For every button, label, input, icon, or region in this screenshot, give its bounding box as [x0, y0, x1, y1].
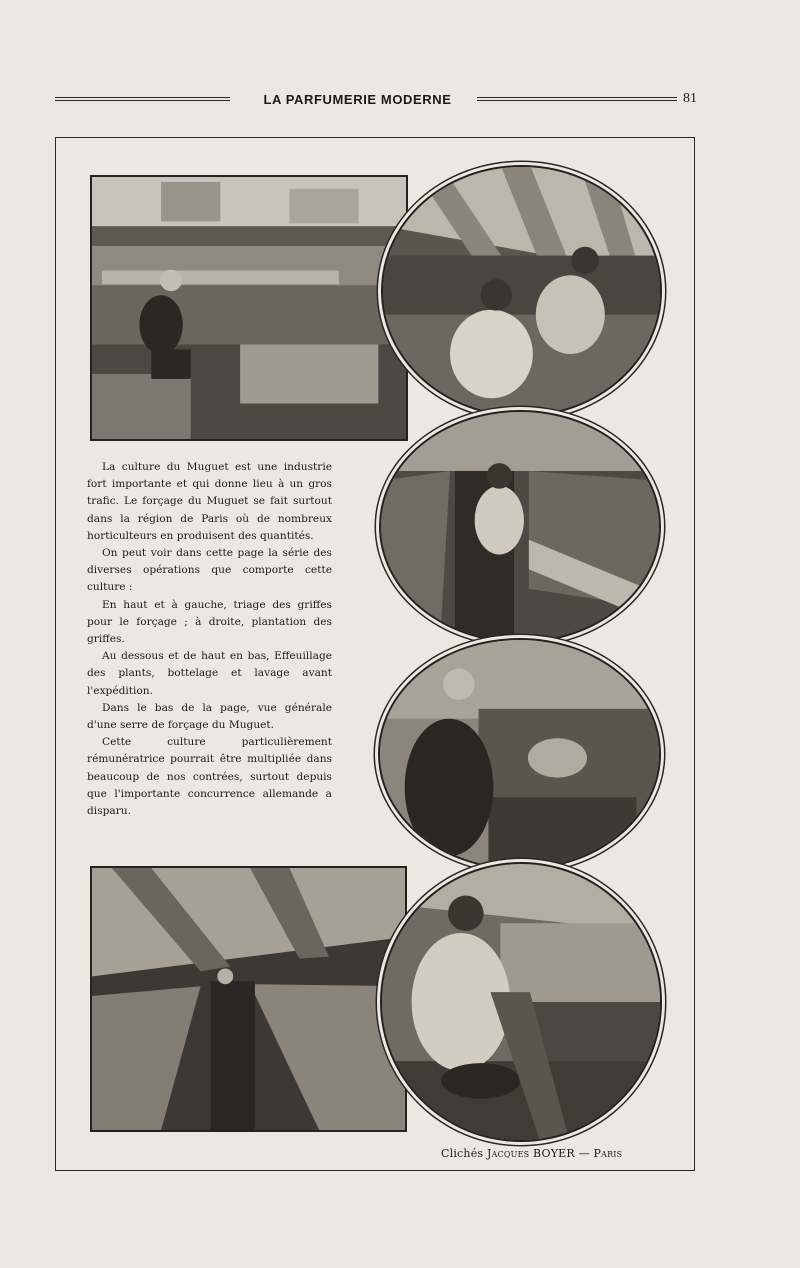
credit-separator: — [578, 1147, 590, 1160]
photo-sorting-crowns [90, 175, 408, 441]
paragraph: Au dessous et de haut en bas, Effeuillage des plants, bottelage et lavage avant l'expédition. [87, 650, 332, 697]
header-rule-left [55, 97, 230, 101]
page-number: 81 [683, 91, 697, 106]
paragraph: La culture du Muguet est une industrie fort importante et qui donne lieu à un gros trafic. Le forçage du Muguet se fait surtout dans la région de Paris où de nombreux horticulteurs en produisent des quantités. [87, 461, 332, 542]
page-header [55, 88, 700, 114]
photo-planting-crowns [381, 165, 662, 417]
credit-prefix: Clichés [441, 1147, 484, 1160]
photo-washing [380, 862, 662, 1142]
credit-photographer: Jacques BOYER [486, 1147, 575, 1160]
paragraph: Cette culture particulièrement rémunératrice pourrait être multipliée dans beaucoup de nos contrées, surtout depuis que l'importante concurrence allemande a disparu. [87, 736, 332, 818]
running-title: LA PARFUMERIE MODERNE [263, 92, 452, 107]
photo-stripping-leaves [379, 410, 661, 643]
credit-city: Paris [593, 1147, 623, 1160]
paragraph: On peut voir dans cette page la série des diverses opérations que comporte cette culture : [87, 547, 332, 594]
photo-greenhouse-overview [90, 866, 407, 1132]
article-text [87, 459, 332, 820]
photo-bundling [378, 638, 661, 870]
header-rule-right [477, 97, 677, 101]
paragraph: En haut et à gauche, triage des griffes pour le forçage ; à droite, plantation des griffes. [87, 598, 332, 646]
paragraph: Dans le bas de la page, vue générale d'une serre de forçage du Muguet. [87, 701, 332, 732]
photo-credit [441, 1147, 622, 1160]
